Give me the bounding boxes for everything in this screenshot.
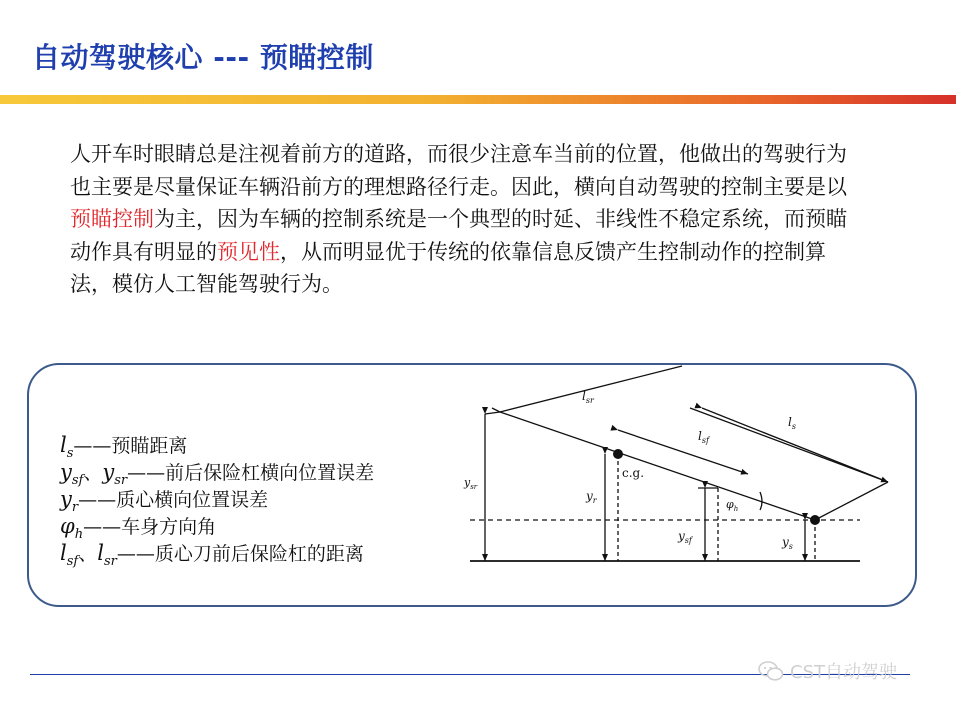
paragraph-text-2: 为主，因为车辆的控制系统是一个典型的时延、非线性不稳定系统，而预瞄动作具有明显的	[70, 207, 847, 264]
wechat-icon	[758, 660, 784, 682]
label-ysr: $y_{sr}$	[464, 476, 478, 491]
left-tick	[485, 412, 500, 414]
label-cg: c.g.	[622, 466, 645, 480]
preview-geometry-diagram	[464, 378, 870, 578]
ls-dimension-line	[702, 408, 888, 482]
label-lsr: $l_{sr}$	[582, 389, 594, 405]
legend-row-lsf-lsr: $l_{sf}$、$l_{sr}——$质心刀前后保险杠的距离	[60, 541, 364, 569]
watermark-text: CST自动驾驶	[790, 662, 897, 683]
label-yr: $y_r$	[586, 489, 597, 505]
highlight-preview-control: 预瞄控制	[70, 207, 154, 231]
paragraph-text-1: 人开车时眼睛总是注视着前方的道路，而很少注意车当前的位置，他做出的驾驶行为也主要是尽量保证车辆沿前方的理想路径行走。因此，横向自动驾驶的控制主要是以	[70, 142, 847, 199]
legend-row-ls: $l_s——$预瞄距离	[60, 433, 188, 461]
label-ls: $l_s$	[788, 415, 796, 431]
cg-point	[613, 449, 623, 459]
label-ysf: $y_{sf}$	[678, 529, 692, 545]
preview-point	[810, 515, 820, 525]
label-ys: $y_s$	[782, 535, 793, 551]
legend-row-phi: $\varphi_h——$车身方向角	[60, 514, 217, 542]
paragraph-text-3: ，从而明显优于传统的依靠信息反馈产生控制动作的控制算法，模仿人工智能驾驶行为。	[70, 239, 826, 296]
label-phi: $\varphi_h$	[726, 498, 739, 513]
symbol-legend	[60, 432, 374, 567]
wechat-watermark	[758, 658, 897, 684]
label-lsf: $l_{sf}$	[698, 429, 709, 445]
page-title: 自动驾驶核心 --- 预瞄控制	[32, 41, 374, 74]
legend-row-ysf-ysr: $y_{sf}$、$y_{sr}——$前后保险杠横向位置误差	[60, 460, 375, 488]
legend-row-yr: $y_r——$质心横向位置误差	[60, 487, 269, 515]
highlight-predictability: 预见性	[217, 239, 280, 264]
vehicle-rear-edge	[492, 408, 500, 412]
title-gradient-bar	[0, 95, 956, 104]
intro-paragraph	[70, 138, 860, 301]
vehicle-left-side	[500, 412, 815, 520]
